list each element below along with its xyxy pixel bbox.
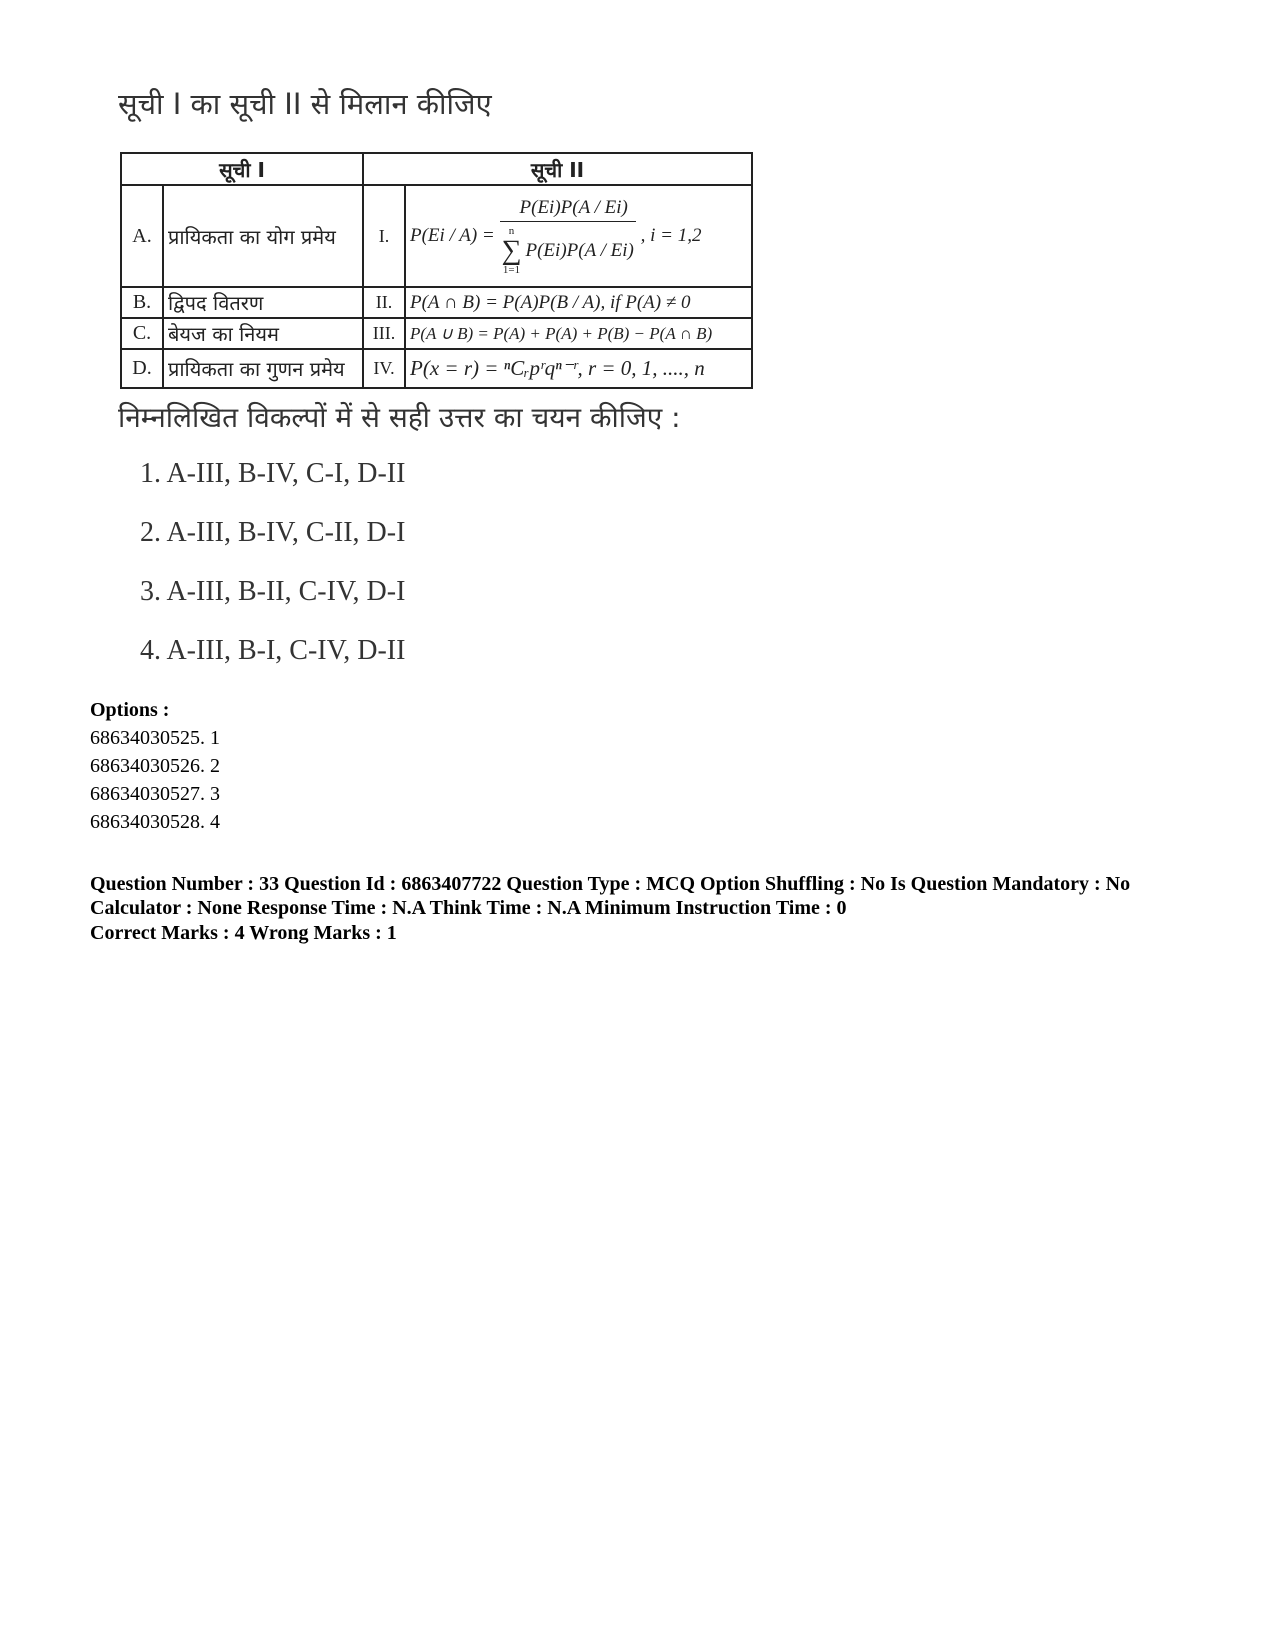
row-formula: P(x = r) = ⁿCᵣpʳqⁿ⁻ʳ, r = 0, 1, ...., n xyxy=(405,349,752,388)
row-roman: II. xyxy=(363,287,405,318)
options-title: Options : xyxy=(90,699,170,721)
question-marks: Correct Marks : 4 Wrong Marks : 1 xyxy=(90,922,397,944)
options-block xyxy=(90,696,220,836)
sigma-symbol xyxy=(502,226,522,276)
row-item: प्रायिकता का गुणन प्रमेय xyxy=(163,349,363,388)
table-header-row xyxy=(121,153,752,185)
choice-item: 4. A-III, B-I, C-IV, D-II xyxy=(140,635,406,666)
row-item: बेयज का नियम xyxy=(163,318,363,349)
row-formula: P(A ∩ B) = P(A)P(B / A), if P(A) ≠ 0 xyxy=(405,287,752,318)
row-roman: I. xyxy=(363,185,405,287)
sigma-upper: n xyxy=(508,224,515,237)
table-row xyxy=(121,318,752,349)
row-roman: IV. xyxy=(363,349,405,388)
row-letter: A. xyxy=(121,185,163,287)
bayes-fraction xyxy=(500,197,636,276)
row-roman: III. xyxy=(363,318,405,349)
bayes-numerator: P(Ei)P(A / Ei) xyxy=(500,197,636,222)
bayes-lhs: P(Ei / A) = xyxy=(410,224,495,246)
option-id-item: 68634030527. 3 xyxy=(90,783,220,805)
row-formula: P(A ∪ B) = P(A) + P(A) + P(B) − P(A ∩ B) xyxy=(405,318,752,349)
match-table xyxy=(120,152,753,389)
row-item: प्रायिकता का योग प्रमेय xyxy=(163,185,363,287)
question-meta: Question Number : 33 Question Id : 6863407722 Question Type : MCQ Option Shuffling : No Is Question Mandatory : No Calculator : None Response Time : N.A Think Time : N.A Minimum Instruction Time : 0 xyxy=(90,873,1131,919)
option-id-item: 68634030525. 1 xyxy=(90,727,220,749)
row-letter: D. xyxy=(121,349,163,388)
row-letter: B. xyxy=(121,287,163,318)
list-1-header: सूची I xyxy=(121,153,363,185)
bayes-denominator: P(Ei)P(A / Ei) xyxy=(525,239,634,261)
bayes-formula xyxy=(405,185,752,287)
row-item: द्विपद वितरण xyxy=(163,287,363,318)
table-row xyxy=(121,185,752,287)
option-id-item: 68634030526. 2 xyxy=(90,755,220,777)
instruction-text: निम्नलिखित विकल्पों में से सही उत्तर का चयन कीजिए : xyxy=(118,401,681,434)
bayes-rhs: , i = 1,2 xyxy=(640,224,702,246)
row-letter: C. xyxy=(121,318,163,349)
match-heading: सूची I का सूची II से मिलान कीजिए xyxy=(118,87,492,121)
bayes-denominator-wrap xyxy=(502,222,634,276)
choice-list xyxy=(140,458,405,694)
list-2-header: सूची II xyxy=(363,153,752,185)
option-id-item: 68634030528. 4 xyxy=(90,811,220,833)
table-row xyxy=(121,349,752,388)
choice-item: 1. A-III, B-IV, C-I, D-II xyxy=(140,458,406,489)
choice-item: 3. A-III, B-II, C-IV, D-I xyxy=(140,576,406,607)
choice-item: 2. A-III, B-IV, C-II, D-I xyxy=(140,517,406,548)
table-row xyxy=(121,287,752,318)
sigma-lower: 1=1 xyxy=(502,263,521,276)
sigma-glyph: ∑ xyxy=(501,234,522,266)
